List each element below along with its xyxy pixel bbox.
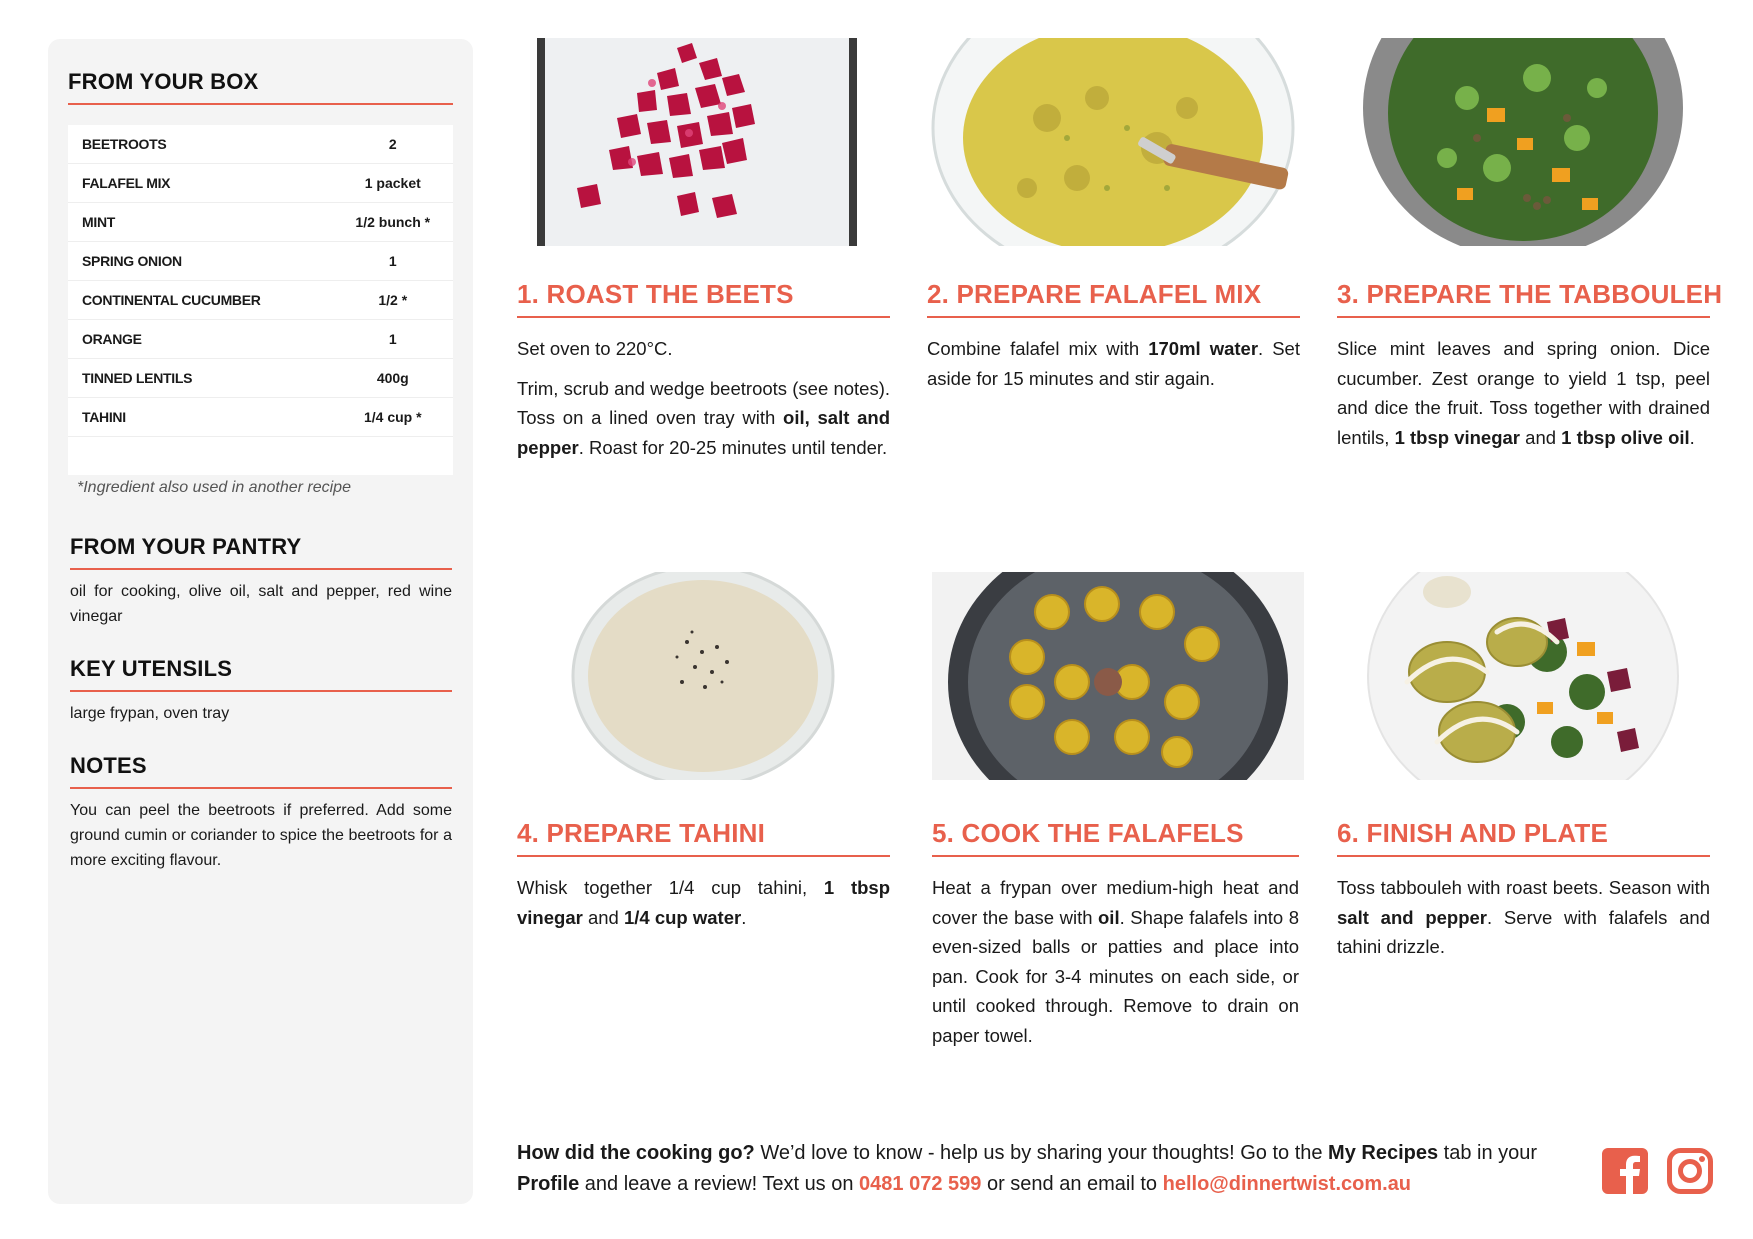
table-row	[68, 359, 453, 398]
table-row	[68, 164, 453, 203]
ingredient-qty: 1	[388, 331, 397, 347]
step-6-text-end: . Serve with falafels and tahini drizzle.	[1337, 906, 1710, 957]
roast-beets-image	[517, 38, 889, 246]
footer-text-1: We’d love to know - help us by sharing your thoughts! Go to the	[754, 1142, 1329, 1164]
step-1-text: Trim, scrub and wedge beetroots (see notes). Toss on a lined oven tray with	[517, 377, 890, 428]
step-5-title: 5. COOK THE FALAFELS	[932, 818, 1299, 857]
tahini-image	[517, 572, 889, 780]
step-2-text-end: . Set aside for 15 minutes and stir again.	[927, 338, 1300, 389]
profile-text: Profile	[517, 1173, 580, 1195]
ingredient-qty: 400g	[376, 370, 409, 386]
notes-title: NOTES	[70, 753, 452, 789]
step-6-bold: salt and pepper	[1337, 906, 1488, 928]
from-your-box-title: FROM YOUR BOX	[68, 69, 453, 105]
finished-plate-image	[1337, 572, 1709, 780]
ingredient-qty: 1/2 *	[378, 292, 408, 308]
ingredient-qty: 2	[388, 136, 397, 152]
falafel-mix-image	[927, 38, 1299, 246]
footer-text-3: and leave a review! Text us on	[579, 1173, 860, 1195]
ingredient-qty: 1/2 bunch *	[355, 214, 431, 230]
step-5-body	[932, 873, 1299, 1060]
step-1-title: 1. ROAST THE BEETS	[517, 279, 890, 318]
step-5-text: Heat a frypan over medium-high heat and cover the base with	[932, 877, 1299, 928]
step-1-line-1: Set oven to 220°C.	[517, 338, 673, 359]
table-row	[68, 242, 453, 281]
table-row	[68, 125, 453, 164]
step-6-body	[1337, 873, 1710, 972]
step-3-bold-vinegar: 1 tbsp vinegar	[1394, 426, 1521, 448]
ingredient-name: ORANGE	[82, 331, 142, 347]
step-1-text-end: . Roast for 20-25 minutes until tender.	[578, 436, 888, 458]
step-3-text-end: .	[1689, 426, 1695, 448]
step-4-title: 4. PREPARE TAHINI	[517, 818, 890, 857]
step-2-title: 2. PREPARE FALAFEL MIX	[927, 279, 1300, 318]
instagram-icon[interactable]	[1667, 1148, 1713, 1194]
phone-number[interactable]: 0481 072 599	[859, 1173, 982, 1195]
step-2-body	[927, 334, 1300, 403]
notes-text: You can peel the beetroots if preferred. Add some ground cumin or coriander to spice the beetroots for a more exciting flavour.	[70, 802, 452, 869]
email-link[interactable]: hello@dinnertwist.com.au	[1162, 1173, 1412, 1195]
ingredient-qty: 1 packet	[364, 175, 421, 191]
step-3-text-and: and	[1520, 426, 1562, 448]
step-5-bold: oil	[1098, 906, 1120, 928]
step-6-text: Toss tabbouleh with roast beets. Season with	[1337, 877, 1710, 898]
step-4-bold-vinegar: 1 tbsp vinegar	[517, 877, 890, 928]
footer-question: How did the cooking go?	[517, 1142, 755, 1164]
step-3-bold-oil: 1 tbsp olive oil	[1561, 426, 1690, 448]
table-row-empty	[68, 437, 453, 475]
table-row	[68, 203, 453, 242]
step-4-text-and: and	[582, 906, 624, 928]
feedback-footer	[517, 1138, 1567, 1200]
ingredient-qty: 1/4 cup *	[363, 409, 422, 425]
table-row	[68, 320, 453, 359]
step-3-body	[1337, 334, 1710, 462]
key-utensils-title: KEY UTENSILS	[70, 656, 452, 692]
ingredient-name: SPRING ONION	[82, 253, 182, 269]
step-3-title: 3. PREPARE THE TABBOULEH	[1337, 279, 1710, 318]
step-3-text: Slice mint leaves and spring onion. Dice cucumber. Zest orange to yield 1 tsp, peel and dice the fruit. Toss together with drained lentils,	[1337, 338, 1710, 448]
step-2-bold: 170ml water	[1148, 338, 1259, 359]
facebook-icon[interactable]	[1602, 1148, 1648, 1194]
footer-text-2: tab in your	[1438, 1142, 1538, 1164]
footer-text-4: or send an email to	[981, 1173, 1163, 1195]
my-recipes-text: My Recipes	[1328, 1142, 1439, 1164]
footnote: *Ingredient also used in another recipe	[77, 479, 351, 496]
step-2-text: Combine falafel mix with	[927, 338, 1149, 359]
step-1-body	[517, 334, 890, 472]
ingredient-qty: 1	[388, 253, 397, 269]
step-4-body	[517, 873, 890, 942]
utensils-text: large frypan, oven tray	[70, 705, 230, 722]
table-row	[68, 398, 453, 437]
step-6-title: 6. FINISH AND PLATE	[1337, 818, 1710, 857]
step-4-bold-water: 1/4 cup water	[623, 906, 742, 928]
falafels-pan-image	[932, 572, 1304, 780]
ingredient-name: CONTINENTAL CUCUMBER	[82, 292, 261, 308]
step-5-text-end: . Shape falafels into 8 even-sized balls or patties and place into pan. Cook for 3-4 minutes on each side, or until cooked through. Remove to drain on paper towel.	[932, 906, 1299, 1046]
ingredient-name: FALAFEL MIX	[82, 175, 171, 191]
ingredients-sidebar	[48, 39, 473, 1204]
tabbouleh-image	[1337, 38, 1709, 246]
ingredient-name: BEETROOTS	[82, 136, 167, 152]
from-your-pantry-title: FROM YOUR PANTRY	[70, 534, 452, 570]
step-1-bold: oil, salt and pepper	[517, 407, 890, 458]
step-4-text: Whisk together 1/4 cup tahini,	[517, 877, 824, 898]
step-4-text-end: .	[741, 906, 747, 928]
ingredient-name: TINNED LENTILS	[82, 370, 193, 386]
ingredient-name: TAHINI	[82, 409, 126, 425]
pantry-text: oil for cooking, olive oil, salt and pepper, red wine vinegar	[70, 583, 452, 625]
box-ingredients-table	[68, 125, 453, 475]
table-row	[68, 281, 453, 320]
ingredient-name: MINT	[82, 214, 116, 230]
